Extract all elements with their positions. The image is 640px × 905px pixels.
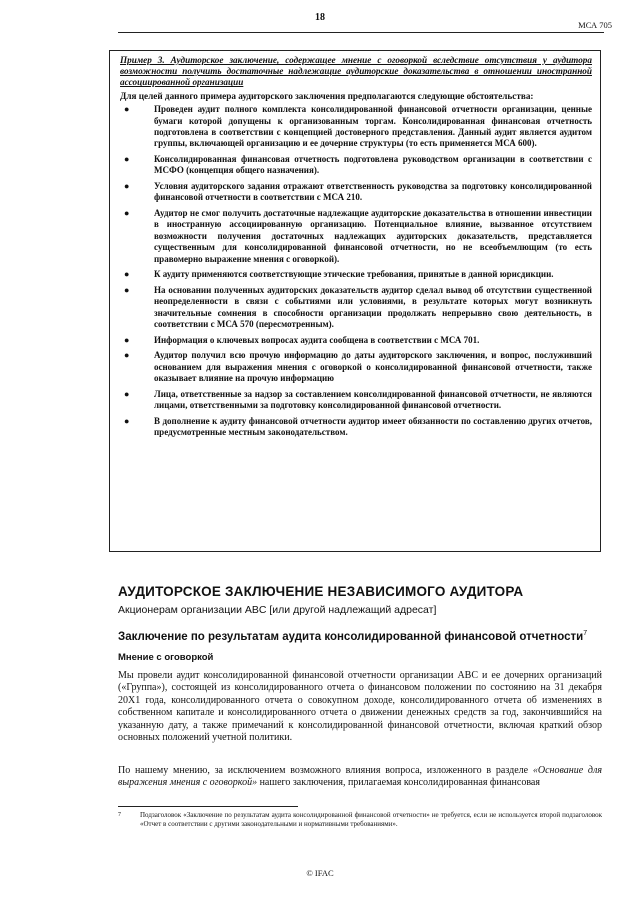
list-item-text: Аудитор получил всю прочую информацию до даты аудиторского заключения, и вопрос, послуживший основанием для выражения мнения с оговоркой о консолидированной финансовой отчетности, также оказывает влияние на прочую информацию <box>154 350 592 383</box>
footnote-marker: 7 <box>118 812 121 818</box>
opinion-paragraph-2 <box>118 765 602 790</box>
list-item <box>120 389 592 412</box>
list-item <box>120 350 592 384</box>
bullet-icon: ● <box>124 180 130 191</box>
list-item-text: К аудиту применяются соответствующие этические требования, принятые в данной юрисдикции. <box>154 269 554 280</box>
footnote-reference: 7 <box>583 630 588 637</box>
paragraph-2-before: По нашему мнению, за исключением возможного влияния вопроса, изложенного в разделе <box>118 765 533 776</box>
footnote-rule <box>118 806 298 807</box>
bullet-icon: ● <box>124 284 130 295</box>
list-item <box>120 285 592 331</box>
section-heading <box>118 630 587 643</box>
circumstances-list <box>120 104 592 438</box>
bullet-icon: ● <box>124 207 130 218</box>
report-title: АУДИТОРСКОЕ ЗАКЛЮЧЕНИЕ НЕЗАВИСИМОГО АУДИТОРА <box>118 584 524 599</box>
sub-heading: Мнение с оговоркой <box>118 652 214 663</box>
standard-code: МСА 705 <box>578 20 612 30</box>
footnote-text: Подзаголовок «Заключение по результатам аудита консолидированной финансовой отчетности» не требуется, если не используется второй подзаголовок «Отчет в соответствии с другими законодательными и нормативными требованиями». <box>140 811 602 829</box>
list-item-text: Лица, ответственные за надзор за составлением консолидированной финансовой отчетности, не являются лицами, ответственными за подготовку консолидированной финансовой отчетности. <box>154 388 592 410</box>
bullet-icon: ● <box>124 153 130 164</box>
opinion-paragraph-1: Мы провели аудит консолидированной финансовой отчетности организации ABC и ее дочерних организаций («Группа»), состоящей из консолидированного отчета о финансовом положении по состоянию на 31 декабря 20X1 года, консолидированного отчета о совокупном доходе, консолидированного отчета об изменениях в собственном капитале и консолидированного отчета о движении денежных средств за год, закончившийся на указанную дату, а также примечаний к консолидированной финансовой отчетности, включая краткий обзор основных положений учетной политики. <box>118 670 602 744</box>
bullet-icon: ● <box>124 415 130 426</box>
list-item <box>120 269 592 280</box>
list-item <box>120 104 592 150</box>
page-number: 18 <box>315 12 325 23</box>
bullet-icon: ● <box>124 350 130 361</box>
list-item <box>120 154 592 177</box>
section-heading-text: Заключение по результатам аудита консолидированной финансовой отчетности <box>118 630 584 643</box>
example-title: Пример 3. Аудиторское заключение, содержащее мнение с оговоркой вследствие отсутствия у аудитора возможности получить достаточные надлежащие аудиторские доказательства в отношении иностранной ассоциированной организации <box>120 55 592 88</box>
list-item-text: Условия аудиторского задания отражают ответственность руководства за подготовку консолидированной финансовой отчетности в соответствии с МСА 210. <box>154 180 592 203</box>
footnote <box>118 811 602 829</box>
header-rule <box>118 32 604 33</box>
bullet-icon: ● <box>124 388 130 399</box>
bullet-icon: ● <box>124 269 130 280</box>
example-intro: Для целей данного примера аудиторского заключения предполагаются следующие обстоятельства: <box>120 90 534 101</box>
addressee: Акционерам организации ABC [или другой надлежащий адресат] <box>118 604 437 616</box>
list-item-text: Проведен аудит полного комплекта консолидированной финансовой отчетности организации, ценные бумаги которой допущены к организованным торгам. Консолидированная финансовая отчетность подготовлена в соответствии с концепцией достоверного представления. Данный аудит является аудитом группы, включающей организацию и ее дочерние структуры (то есть применяется МСА 600). <box>154 104 592 149</box>
list-item-text: Консолидированная финансовая отчетность подготовлена руководством организации в соответствии с МСФО (концепция общего назначения). <box>154 153 592 176</box>
list-item <box>120 335 592 346</box>
example-box <box>109 50 601 552</box>
bullet-icon: ● <box>124 334 130 345</box>
list-item <box>120 416 592 439</box>
paragraph-2-after: нашего заключения, прилагаемая консолидированная финансовая <box>257 777 540 789</box>
list-item-text: Информация о ключевых вопросах аудита сообщена в соответствии с МСА 701. <box>154 334 480 345</box>
bullet-icon: ● <box>124 104 130 115</box>
paragraph-2-emphasis: «Основание для выражения мнения с оговоркой» <box>118 765 602 789</box>
list-item <box>120 208 592 265</box>
copyright: © IFAC <box>306 868 334 878</box>
list-item-text: На основании полученных аудиторских доказательств аудитор сделал вывод об отсутствии существенной неопределенности в связи с событиями или условиями, в результате которых могут возникнуть значительные сомнения в способности организации продолжать непрерывно свою деятельность, в соответствии с МСА 570 (пересмотренным). <box>154 284 592 329</box>
list-item <box>120 181 592 204</box>
list-item-text: Аудитор не смог получить достаточные надлежащие аудиторские доказательства в отношении инвестиции в иностранную ассоциированную организацию. Потенциальное влияние, вызванное отсутствием возможности получения достаточных надлежащих аудиторских доказательств, представляется существенным для консолидированной финансовой отчетности, но не всеобъемлющим (то есть правомерно выражение мнения с оговоркой). <box>154 207 592 264</box>
list-item-text: В дополнение к аудиту финансовой отчетности аудитор имеет обязанности по составлению других отчетов, предусмотренные местным законодательством. <box>154 415 592 437</box>
